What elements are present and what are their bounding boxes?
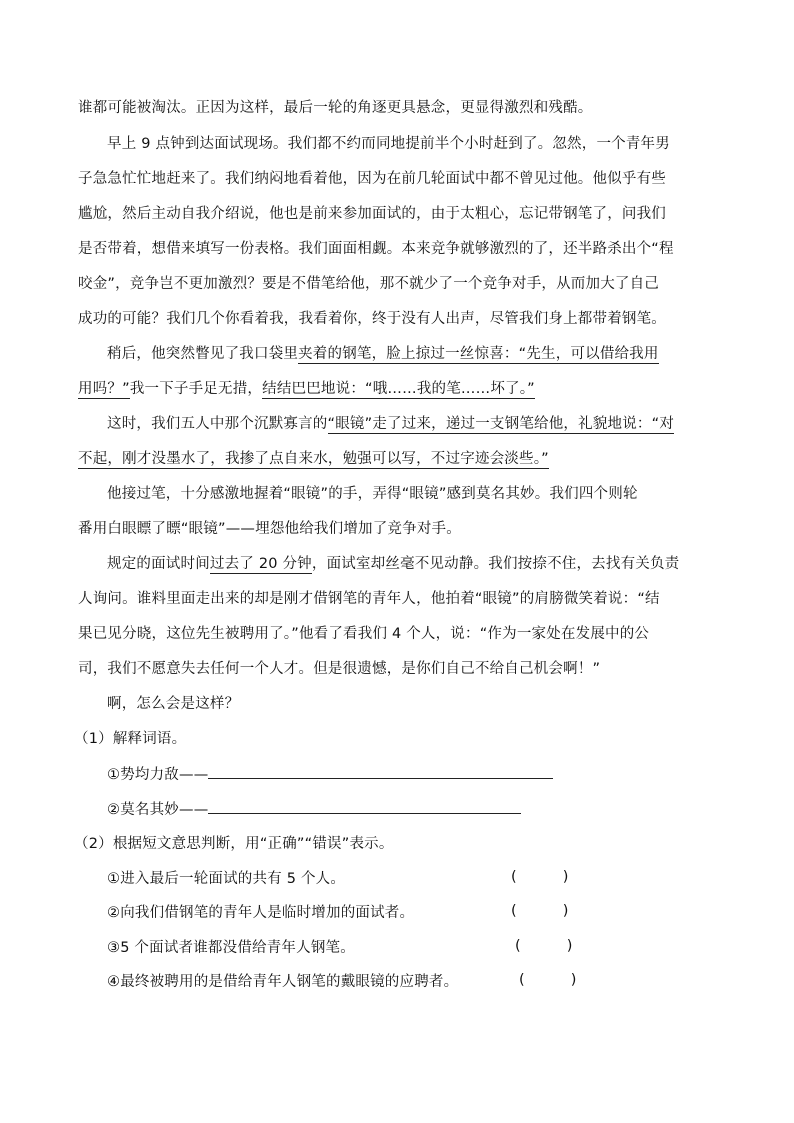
underlined-text: 过去了 20 分钟 xyxy=(209,556,312,572)
passage-line: 啊，怎么会是这样？ xyxy=(107,696,240,712)
underlined-text: 用吗？” xyxy=(78,381,130,397)
q1-term: ①势均力敌—— xyxy=(107,767,209,783)
passage-line: 咬金”，竞争岂不更加激烈？要是不借笔给他，那不就少了一个竞争对手，从而加大了自己 xyxy=(78,276,660,292)
answer-parentheses[interactable]: ( ) xyxy=(519,972,577,988)
passage-line: 他接过笔，十分感激地握着“眼镜”的手，弄得“眼镜”感到莫名其妙。我们四个则轮 xyxy=(107,486,638,502)
passage-line: 番用白眼瞟了瞟“眼镜”——埋怨他给我们增加了竞争对手。 xyxy=(78,521,461,537)
passage-line xyxy=(78,379,535,399)
passage-line xyxy=(107,344,659,364)
answer-parentheses[interactable]: ( ) xyxy=(511,869,569,885)
passage-line: 司，我们不愿意失去任何一个人才。但是很遗憾，是你们自己不给自己机会啊！” xyxy=(78,661,601,677)
plain-text: 稍后，他突然瞥见了我口袋里 xyxy=(107,346,299,362)
answer-blank[interactable] xyxy=(208,799,521,814)
passage-line: 人询问。谁料里面走出来的却是刚才借钢笔的青年人，他拍着“眼镜”的肩膀微笑着说：“结 xyxy=(78,591,660,607)
q2-item-1: ①进入最后一轮面试的共有 5 个人。 xyxy=(107,871,346,887)
passage-line xyxy=(107,554,679,574)
answer-blank[interactable] xyxy=(208,764,553,779)
answer-parentheses[interactable]: ( ) xyxy=(515,938,573,954)
plain-text: ，面试室却丝毫不见动静。我们按捺不住，去找有关负责 xyxy=(311,556,680,572)
underlined-text: 结结巴巴地说：“哦……我的笔……坏了。” xyxy=(262,381,535,397)
q1-item-2 xyxy=(107,799,521,820)
passage-line xyxy=(78,449,549,469)
q2-item-3: ③5 个面试者谁都没借给青年人钢笔。 xyxy=(107,940,355,956)
q1-item-1 xyxy=(107,764,553,785)
passage-line: 子急急忙忙地赶来了。我们纳闷地看着他，因为在前几轮面试中都不曾见过他。他似乎有些 xyxy=(78,171,666,187)
question-1-title: （1）解释词语。 xyxy=(74,731,187,747)
underlined-text: 夹着的钢笔，脸上掠过一丝惊喜：“先生，可以借给我用 xyxy=(298,346,659,362)
passage-line: 果已见分晓，这位先生被聘用了。”他看了看我们 4 个人，说：“作为一家处在发展中的公 xyxy=(78,626,650,642)
underlined-text: 礼貌地说：“对 xyxy=(578,416,675,432)
question-2-title: （2）根据短文意思判断，用“正确”“错误”表示。 xyxy=(74,836,394,852)
q2-item-2: ②向我们借钢笔的青年人是临时增加的面试者。 xyxy=(107,905,415,921)
plain-text: 这时，我们五人中那个沉默寡言的 xyxy=(107,416,328,432)
passage-line: 是否带着，想借来填写一份表格。我们面面相觑。本来竞争就够激烈的了，还半路杀出个“程 xyxy=(78,241,674,257)
passage-line: 成功的可能？我们几个你看着我，我看着你，终于没有人出声，尽管我们身上都带着钢笔。 xyxy=(78,311,666,327)
answer-parentheses[interactable]: ( ) xyxy=(511,903,569,919)
underlined-text: 不起，刚才没墨水了，我掺了点自来水，勉强可以写，不过字迹会淡些。” xyxy=(78,451,549,467)
plain-text: 我一下子手足无措， xyxy=(129,381,263,397)
passage-line: 谁都可能被淘汰。正因为这样，最后一轮的角逐更具悬念，更显得激烈和残酷。 xyxy=(78,100,593,116)
plain-text: 规定的面试时间 xyxy=(107,556,210,572)
q1-term: ②莫名其妙—— xyxy=(107,802,209,818)
passage-line: 尴尬，然后主动自我介绍说，他也是前来参加面试的，由于太粗心，忘记带钢笔了，问我们 xyxy=(78,206,666,222)
passage-line xyxy=(107,414,674,434)
passage-line: 早上 9 点钟到达面试现场。我们都不约而同地提前半个小时赶到了。忽然，一个青年男 xyxy=(107,136,670,152)
underlined-text: “眼镜”走了过来，递过一支钢笔给他， xyxy=(327,416,579,432)
q2-item-4: ④最终被聘用的是借给青年人钢笔的戴眼镜的应聘者。 xyxy=(107,974,459,990)
